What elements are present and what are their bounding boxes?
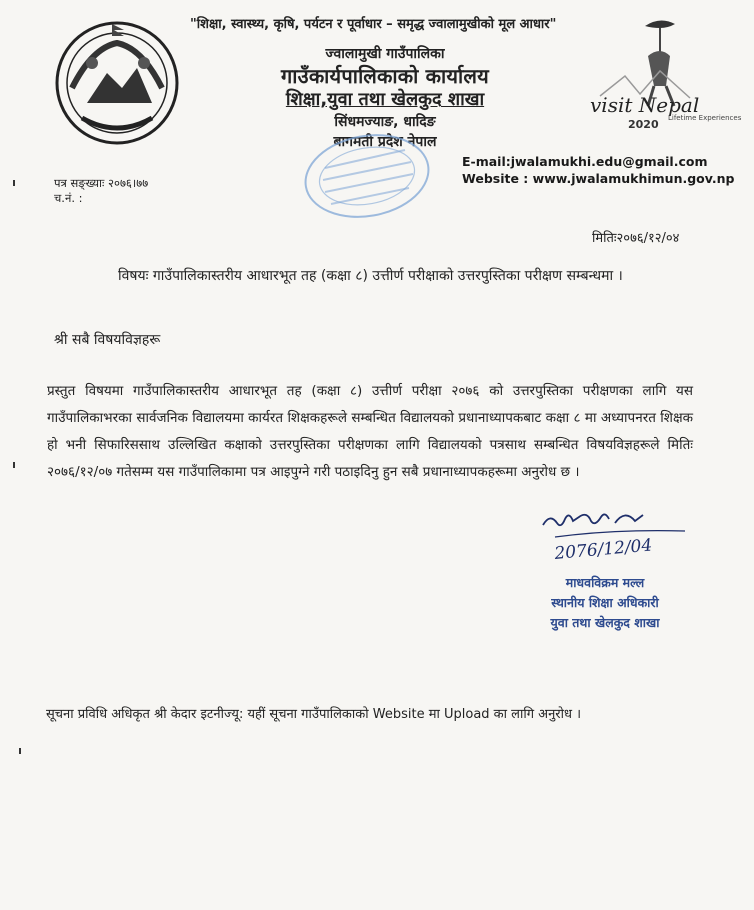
office-stamp: [295, 128, 445, 223]
signature-date: 2076/12/04: [553, 535, 654, 564]
office-location: सिंधमज्याङ, धादिङ: [334, 114, 436, 130]
letter-body: प्रस्तुत विषयमा गाउँपालिकास्तरीय आधारभूत तह (कक्षा ८) उत्तीर्ण परीक्षा २०७६ को उत्तरपुस्तिका परीक्षणका लागि यस गाउँपालिकाभरका सार्वजनिक विद्यालयमा कार्यरत शिक्षकहरूले सम्बन्धित विद्यालयको प्रधानाध्यापकबाट कक्षा ८ मा अध्यापनरत शिक्षक हो भनी सिफारिससाथ उल्लिखित कक्षाको उत्तरपुस्तिका परीक्षणका लागि विद्यालयको पत्रसाथ सम्बन्धित विषयविज्ञहरूले मितिः २०७६/१२/०७ गतेसम्म यस गाउँपालिकामा पत्र आइपुग्ने गरी पठाइदिनु हुन सबै प्रधानाध्यापकहरूमा अनुरोध छ ।: [47, 383, 693, 480]
signatory-name: माधवविक्रम मल्ल: [565, 575, 645, 590]
email-text: E-mail:jwalamukhi.edu@gmail.com: [462, 154, 708, 169]
letter-subject: विषयः गाउँपालिकास्तरीय आधारभूत तह (कक्षा ८) उत्तीर्ण परीक्षाको उत्तरपुस्तिका परीक्षण सम्बन्धमा ।: [118, 268, 623, 284]
signatory-title: स्थानीय शिक्षा अधिकारी: [551, 595, 659, 610]
scan-mark: [19, 748, 21, 754]
visit-logo-sub: Lifetime Experiences: [668, 114, 742, 122]
signatory-branch: युवा तथा खेलकुद शाखा: [550, 615, 660, 630]
footer-note: सूचना प्रविधि अधिकृत श्री केदार इटनीज्यू: यहीं सूचना गाउँपालिकाको Website मा Upload का लागि अनुरोध ।: [46, 707, 582, 722]
branch-name: शिक्षा,युवा तथा खेलकुद शाखा: [285, 89, 485, 110]
scan-mark: [13, 180, 15, 186]
scan-mark: [13, 462, 15, 468]
contact-info: [462, 153, 734, 187]
visit-nepal-2020-logo: [590, 16, 742, 134]
letter-ref-number: पत्र सङ्ख्याः २०७६।७७: [54, 176, 149, 190]
visit-logo-main: visit Nepal: [590, 93, 700, 117]
office-name: गाउँकार्यपालिकाको कार्यालय: [281, 64, 489, 88]
dispatch-number: च.नं. :: [54, 191, 83, 205]
handwritten-signature: [535, 505, 710, 567]
header-motto: "शिक्षा, स्वास्थ्य, कृषि, पर्यटन र पूर्वाधार – समृद्ध ज्वालामुखीको मूल आधार": [190, 17, 557, 32]
website-text: Website : www.jwalamukhimun.gov.np: [462, 171, 735, 186]
visit-logo-year: 2020: [628, 118, 659, 131]
signatory-block: [520, 573, 690, 633]
province-name: बागमती प्रदेश नेपाल: [333, 134, 437, 150]
letter-salutation: श्री सबै विषयविज्ञहरू: [54, 332, 161, 348]
letter-date: मितिः२०७६/१२/०४: [592, 231, 680, 246]
nepal-emblem-logo: [52, 18, 182, 148]
municipality-name: ज्वालामुखी गाउँपालिका: [325, 46, 445, 62]
reference-block: [54, 176, 148, 206]
